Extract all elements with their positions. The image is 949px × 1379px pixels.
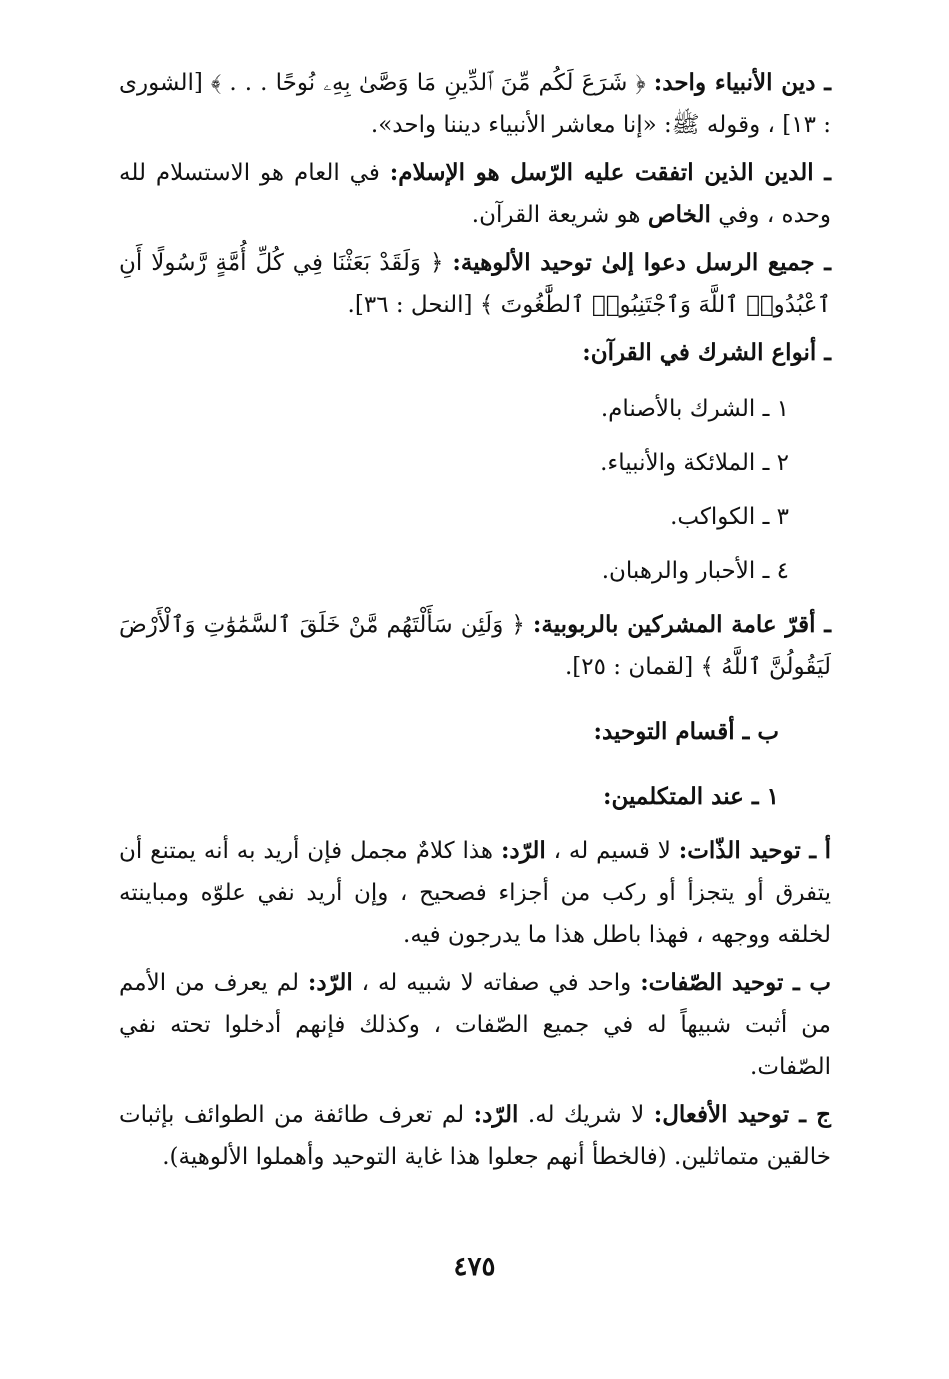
paragraph-islam: [119, 152, 831, 236]
paragraph-text: لا قسيم له ،: [553, 838, 671, 864]
list-item: ٣ ـ الكواكب.: [670, 504, 789, 530]
paragraph-prophets-religion: [119, 62, 831, 146]
paragraph-text: هذا كلامٌ مجمل فإن أريد به أنه يمتنع أن يتفرق أو يتجزأ أو ركب من أجزاء فصحيح ، وإن أريد نفي علوّه ومباينته لخلقه ووجهه ، فهذا باطل هذا ما يدرجون فيه.: [119, 838, 831, 948]
paragraph-rububiyya: [119, 604, 831, 688]
radd-label: الرّد:: [473, 1101, 519, 1128]
radd-label: الرّد:: [500, 837, 546, 864]
paragraph-text: واحد في صفاته لا شبيه له ،: [361, 970, 632, 996]
mutakallimin-heading: ١ ـ عند المتكلمين:: [602, 783, 779, 810]
quran-verse: ﴿ وَلَقَدْ بَعَثْنَا فِي كُلِّ أُمَّةٍ رَّسُولًا أَنِ ٱعْبُدُوا۟ ٱللَّهَ وَٱجْتَنِبُوا۟ ٱلطَّٰغُوتَ ﴾: [119, 250, 831, 318]
page-number: ٤٧٥: [453, 1252, 496, 1282]
paragraph-lead: ـ الدين الذين اتفقت عليه الرّسل هو الإسلام:: [389, 159, 832, 186]
tawhid-heading: ب ـ أقسام التوحيد:: [593, 718, 779, 745]
list-item: ١ ـ الشرك بالأصنام.: [600, 396, 789, 422]
paragraph-text: هو شريعة القرآن.: [471, 202, 641, 228]
shirk-heading: [119, 332, 831, 374]
paragraph-text: في العام هو الاستسلام لله وحده ، وفي: [119, 160, 831, 228]
paragraph-dhat: [119, 830, 831, 956]
paragraph-sifat: [119, 962, 831, 1088]
citation-text: [الشورى : ١٣] ، وقوله ﷺ: «إنا معاشر الأنبياء ديننا واحد».: [119, 70, 831, 138]
citation-text: [النحل : ٣٦].: [347, 292, 473, 318]
paragraph-afal: [119, 1094, 831, 1178]
list-item: ٢ ـ الملائكة والأنبياء.: [600, 450, 789, 476]
paragraph-lead: ب ـ توحيد الصّفات:: [640, 969, 832, 996]
page-body: [119, 62, 831, 1184]
radd-label: الرّد:: [307, 969, 353, 996]
section-heading: ـ أنواع الشرك في القرآن:: [582, 339, 831, 366]
list-item: ٤ ـ الأحبار والرهبان.: [601, 558, 789, 584]
paragraph-text: لم يعرف من الأمم من أثبت شبيهاً له في جميع الصّفات ، وكذلك فإنهم أدخلوا تحته نفي الصّفات.: [119, 970, 831, 1080]
paragraph-lead: ج ـ توحيد الأفعال:: [653, 1101, 832, 1128]
paragraph-uluhiyya: [119, 242, 831, 326]
paragraph-lead: ـ جميع الرسل دعوا إلىٰ توحيد الألوهية:: [452, 249, 831, 276]
paragraph-lead: ـ أقرّ عامة المشركين بالربوبية:: [532, 611, 831, 638]
bold-term: الخاص: [647, 201, 711, 228]
paragraph-text: لم تعرف طائفة من الطوائف بإثبات خالقين متماثلين. (فالخطأ أنهم جعلوا هذا غاية التوحيد وأهملوا الألوهية).: [119, 1102, 831, 1170]
paragraph-lead: أ ـ توحيد الذّات:: [678, 837, 832, 864]
paragraph-text: لا شريك له.: [527, 1102, 645, 1128]
quran-verse: ﴿ وَلَئِن سَأَلْتَهُم مَّنْ خَلَقَ ٱلسَّمَٰوَٰتِ وَٱلْأَرْضَ لَيَقُولُنَّ ٱللَّهُ ﴾: [119, 612, 831, 680]
citation-text: [لقمان : ٢٥].: [564, 654, 694, 680]
paragraph-lead: ـ دين الأنبياء واحد:: [653, 69, 832, 96]
quran-verse: ﴿ شَرَعَ لَكُم مِّنَ ٱلدِّينِ مَا وَصَّىٰ بِهِۦ نُوحًا . . . ﴾: [211, 70, 646, 96]
